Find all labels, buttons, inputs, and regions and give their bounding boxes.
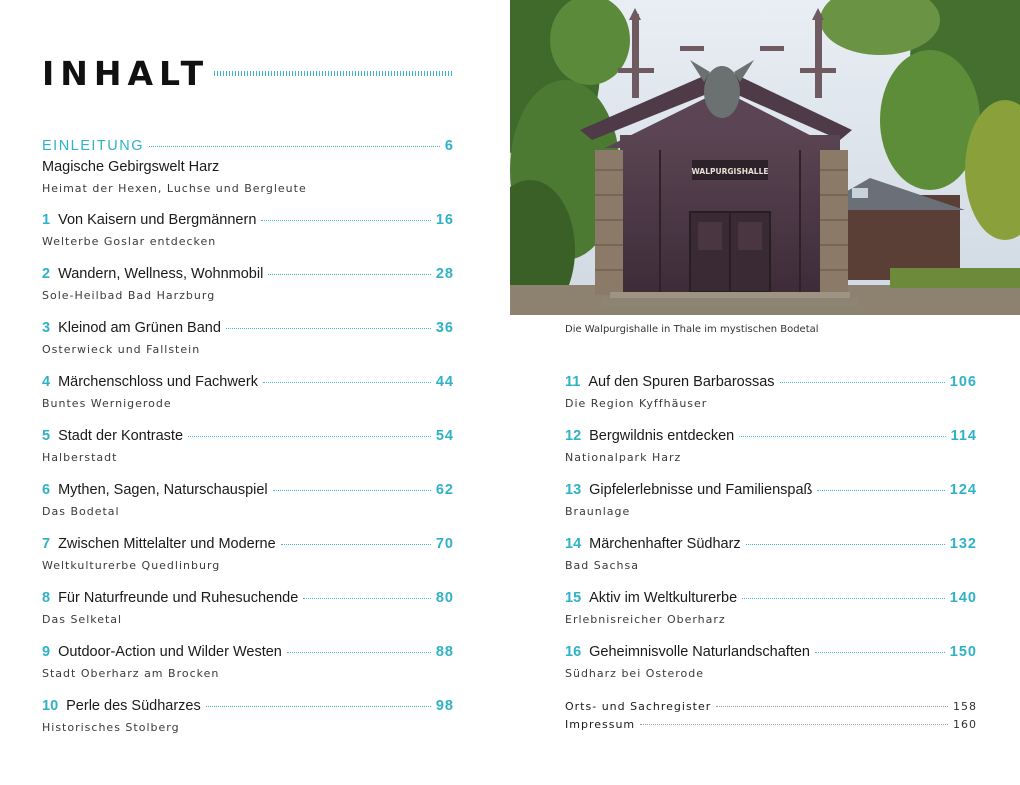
- chapter-title: Von Kaisern und Bergmännern: [58, 212, 257, 228]
- chapter-page: 124: [949, 482, 977, 498]
- toc-entry-impressum[interactable]: [565, 718, 977, 731]
- photo-sign-text: WALPURGISHALLE: [691, 167, 769, 176]
- toc-entry-chapter-12[interactable]: [565, 428, 977, 464]
- chapter-page: 106: [949, 374, 977, 390]
- toc-entry-chapter-5[interactable]: [42, 428, 454, 464]
- chapter-number: 7: [42, 536, 51, 552]
- chapter-subtitle: Südharz bei Osterode: [565, 667, 704, 680]
- chapter-title: Aktiv im Weltkulturerbe: [589, 590, 738, 606]
- chapter-title: Märchenhafter Südharz: [589, 536, 741, 552]
- chapter-number: 5: [42, 428, 51, 444]
- chapter-page: 70: [435, 536, 454, 552]
- chapter-page: 54: [435, 428, 454, 444]
- chapter-subtitle: Welterbe Goslar entdecken: [42, 235, 217, 248]
- chapter-subtitle: Weltkulturerbe Quedlinburg: [42, 559, 221, 572]
- chapter-number: 16: [565, 644, 582, 660]
- chapter-page: 88: [435, 644, 454, 660]
- chapter-subtitle: Halberstadt: [42, 451, 118, 464]
- toc-entry-chapter-11[interactable]: [565, 374, 977, 410]
- page-heading: INHALT: [42, 54, 210, 93]
- chapter-number: 3: [42, 320, 51, 336]
- dot-leader: [273, 490, 431, 491]
- chapter-subtitle: Bad Sachsa: [565, 559, 639, 572]
- chapter-page: 28: [435, 266, 454, 282]
- chapter-title: Kleinod am Grünen Band: [58, 320, 221, 336]
- chapter-page: 98: [435, 698, 454, 714]
- dot-leader: [739, 436, 945, 437]
- chapter-page: 114: [950, 428, 977, 444]
- chapter-title: Zwischen Mittelalter und Moderne: [58, 536, 276, 552]
- chapter-page: 150: [949, 644, 977, 660]
- chapter-subtitle: Das Bodetal: [42, 505, 120, 518]
- toc-entry-chapter-16[interactable]: [565, 644, 977, 680]
- appendix-title: Orts- und Sachregister: [565, 700, 712, 713]
- chapter-page: 44: [435, 374, 454, 390]
- walpurgishalle-photo: [510, 0, 1020, 315]
- photo-caption: Die Walpurgishalle in Thale im mystischen Bodetal: [565, 324, 819, 335]
- toc-entry-chapter-6[interactable]: [42, 482, 454, 518]
- toc-entry-chapter-2[interactable]: [42, 266, 454, 302]
- chapter-title: Bergwildnis entdecken: [589, 428, 735, 444]
- toc-entry-chapter-3[interactable]: [42, 320, 454, 356]
- chapter-title: Geheimnisvolle Naturlandschaften: [589, 644, 810, 660]
- dot-leader: [263, 382, 431, 383]
- toc-entry-intro-row: [42, 138, 454, 154]
- dot-leader: [261, 220, 430, 221]
- chapter-number: 12: [565, 428, 582, 444]
- chapter-number: 15: [565, 590, 582, 606]
- dot-leader: [815, 652, 945, 653]
- chapter-title: Outdoor-Action und Wilder Westen: [58, 644, 282, 660]
- chapter-subtitle: Sole-Heilbad Bad Harzburg: [42, 289, 216, 302]
- dot-leader: [780, 382, 945, 383]
- intro-subtitle: Heimat der Hexen, Luchse und Bergleute: [42, 182, 307, 195]
- chapter-number: 2: [42, 266, 51, 282]
- chapter-number: 10: [42, 698, 59, 714]
- chapter-number: 14: [565, 536, 582, 552]
- dot-leader: [268, 274, 431, 275]
- chapter-title: Märchenschloss und Fachwerk: [58, 374, 258, 390]
- dot-leader: [287, 652, 431, 653]
- dot-leader: [746, 544, 945, 545]
- chapter-number: 6: [42, 482, 51, 498]
- appendix-title: Impressum: [565, 718, 636, 731]
- chapter-page: 140: [949, 590, 977, 606]
- chapter-title: Auf den Spuren Barbarossas: [588, 374, 775, 390]
- chapter-title: Mythen, Sagen, Naturschauspiel: [58, 482, 268, 498]
- toc-entry-chapter-15[interactable]: [565, 590, 977, 626]
- toc-entry-chapter-13[interactable]: [565, 482, 977, 518]
- toc-entry-chapter-8[interactable]: [42, 590, 454, 626]
- dot-leader: [149, 146, 440, 147]
- chapter-title: Wandern, Wellness, Wohnmobil: [58, 266, 264, 282]
- toc-entry-register[interactable]: [565, 700, 977, 713]
- chapter-subtitle: Braunlage: [565, 505, 631, 518]
- chapter-subtitle: Buntes Wernigerode: [42, 397, 172, 410]
- chapter-title: Für Naturfreunde und Ruhesuchende: [58, 590, 299, 606]
- dot-leader: [188, 436, 431, 437]
- dot-leader: [206, 706, 431, 707]
- chapter-subtitle: Historisches Stolberg: [42, 721, 180, 734]
- dot-leader: [226, 328, 431, 329]
- dot-leader: [716, 706, 948, 707]
- chapter-page: 80: [435, 590, 454, 606]
- intro-label: EINLEITUNG: [42, 138, 145, 154]
- dot-leader: [303, 598, 431, 599]
- chapter-number: 4: [42, 374, 51, 390]
- chapter-page: 132: [949, 536, 977, 552]
- chapter-subtitle: Erlebnisreicher Oberharz: [565, 613, 726, 626]
- appendix-page: 158: [953, 700, 977, 713]
- chapter-subtitle: Die Region Kyffhäuser: [565, 397, 708, 410]
- chapter-title: Perle des Südharzes: [66, 698, 201, 714]
- toc-entry-chapter-7[interactable]: [42, 536, 454, 572]
- dot-leader: [742, 598, 945, 599]
- toc-entry-chapter-10[interactable]: [42, 698, 454, 734]
- chapter-subtitle: Osterwieck und Fallstein: [42, 343, 201, 356]
- dot-leader: [817, 490, 944, 491]
- intro-page: 6: [444, 138, 454, 154]
- chapter-subtitle: Nationalpark Harz: [565, 451, 682, 464]
- toc-entry-chapter-9[interactable]: [42, 644, 454, 680]
- chapter-number: 11: [565, 374, 581, 390]
- chapter-number: 8: [42, 590, 51, 606]
- toc-entry-chapter-1[interactable]: [42, 212, 454, 248]
- toc-entry-chapter-14[interactable]: [565, 536, 977, 572]
- chapter-title: Stadt der Kontraste: [58, 428, 184, 444]
- chapter-page: 36: [435, 320, 454, 336]
- heading-rule: [214, 71, 454, 76]
- chapter-number: 1: [42, 212, 51, 228]
- chapter-title: Gipfelerlebnisse und Familienspaß: [589, 482, 813, 498]
- chapter-subtitle: Das Selketal: [42, 613, 123, 626]
- dot-leader: [281, 544, 431, 545]
- chapter-page: 16: [435, 212, 454, 228]
- walpurgishalle-illustration: [510, 0, 1020, 315]
- chapter-number: 9: [42, 644, 51, 660]
- toc-entry-chapter-4[interactable]: [42, 374, 454, 410]
- chapter-page: 62: [435, 482, 454, 498]
- intro-title: Magische Gebirgswelt Harz: [42, 159, 220, 175]
- dot-leader: [640, 724, 948, 725]
- chapter-subtitle: Stadt Oberharz am Brocken: [42, 667, 220, 680]
- chapter-number: 13: [565, 482, 582, 498]
- toc-entry-intro[interactable]: [42, 138, 454, 195]
- appendix-page: 160: [953, 718, 977, 731]
